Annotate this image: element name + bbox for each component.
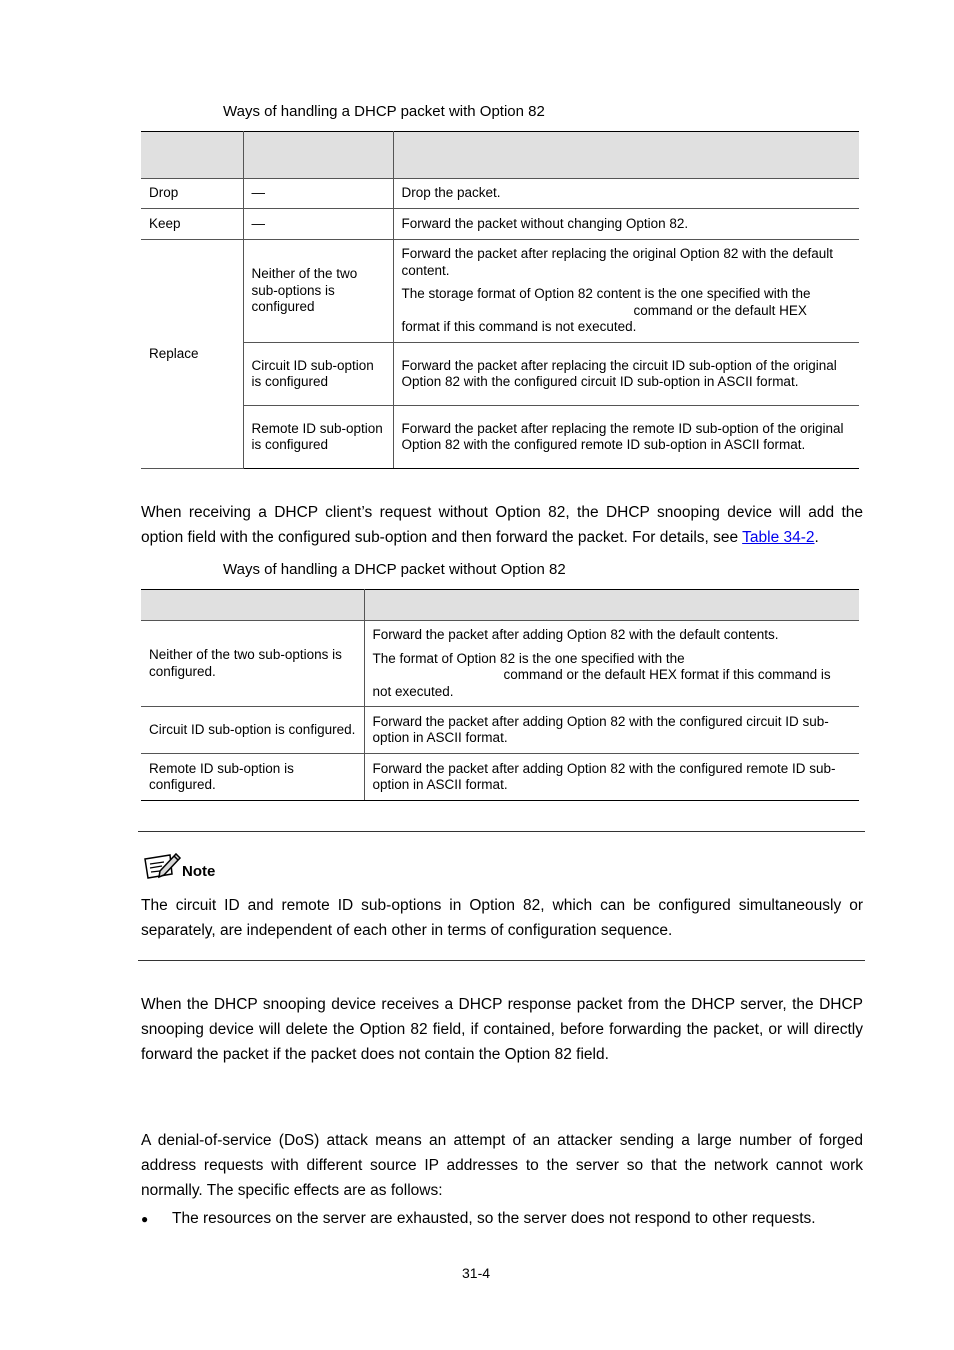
table-link[interactable]: Table 34-2: [742, 529, 815, 546]
strategy-cell: Keep: [141, 209, 243, 240]
padding-cell: Neither of the two sub-options is configured: [243, 240, 393, 343]
action-cell: Forward the packet after adding Option 82 with the configured circuit ID sub-option in ASCII format.: [364, 707, 859, 754]
table2-caption: Ways of handling a DHCP packet without Option 82: [223, 561, 566, 578]
note-text: The circuit ID and remote ID sub-options in Option 82, which can be configured simultaneously or separately, are independent of each other in terms of configuration sequence.: [141, 897, 863, 939]
table-row: [141, 754, 859, 801]
note-bottom-divider: [138, 960, 865, 961]
action-cell: Drop the packet.: [393, 179, 859, 209]
padding-cell: —: [243, 179, 393, 209]
table-row: [141, 343, 859, 406]
action-text: Forward the packet after replacing the original Option 82 with the default content.: [401, 246, 833, 278]
action-text: The format of Option 82 is the one specified with the command or the default HEX format if this command is not executed.: [372, 650, 831, 699]
strategy-cell: Replace: [141, 240, 243, 469]
table-option82-handling: [141, 131, 859, 469]
action-cell: Forward the packet without changing Option 82.: [393, 209, 859, 240]
table-row: [141, 707, 859, 754]
padding-cell: Remote ID sub-option is configured.: [141, 754, 364, 801]
padding-cell: Neither of the two sub-options is configured.: [141, 621, 364, 707]
bullet-dot-icon: ●: [141, 1212, 149, 1226]
table-row: [141, 621, 859, 707]
table-header-row: [141, 132, 859, 179]
action-cell: Forward the packet after replacing the remote ID sub-option of the original Option 82 with the configured remote ID sub-option in ASCII format.: [393, 406, 859, 469]
action-text: The storage format of Option 82 content is the one specified with the command or the default HEX format if this command is not executed.: [401, 286, 811, 335]
table1-caption: Ways of handling a DHCP packet with Option 82: [223, 103, 545, 120]
action-cell: [393, 240, 859, 343]
table-header-row: [141, 590, 859, 621]
paragraph-request-without-option82: When receiving a DHCP client’s request without Option 82, the DHCP snooping device will add the option field with the configured sub-option and then forward the packet. For details, see Table 34-2.: [141, 504, 863, 546]
table-row: [141, 240, 859, 343]
padding-cell: Circuit ID sub-option is configured.: [141, 707, 364, 754]
padding-cell: Circuit ID sub-option is configured: [243, 343, 393, 406]
note-top-divider: [138, 831, 865, 832]
table-row: [141, 209, 859, 240]
page-number: 31-4: [462, 1265, 491, 1281]
note-pencil-icon: [142, 850, 182, 882]
table-no-option82-handling: [141, 589, 859, 801]
action-text: Forward the packet after adding Option 82 with the default contents.: [372, 627, 779, 642]
table-row: [141, 406, 859, 469]
note-label: Note: [182, 863, 216, 880]
strategy-cell: Drop: [141, 179, 243, 209]
padding-cell: —: [243, 209, 393, 240]
paragraph-dos-attack: A denial-of-service (DoS) attack means an attempt of an attacker sending a large number of forged address requests with different source IP addresses to the server so that the network cannot work normally. The specific effects are as follows:: [141, 1132, 863, 1199]
action-cell: Forward the packet after replacing the circuit ID sub-option of the original Option 82 with the configured circuit ID sub-option in ASCII format.: [393, 343, 859, 406]
bullet-item: The resources on the server are exhausted, so the server does not respond to other requests.: [172, 1210, 816, 1227]
paragraph-response-packet: When the DHCP snooping device receives a DHCP response packet from the DHCP server, the DHCP snooping device will delete the Option 82 field, if contained, before forwarding the packet, or will directly forward the packet if the packet does not contain the Option 82 field.: [141, 996, 863, 1063]
table-row: [141, 179, 859, 209]
action-cell: [364, 621, 859, 707]
action-cell: Forward the packet after adding Option 82 with the configured remote ID sub-option in ASCII format.: [364, 754, 859, 801]
padding-cell: Remote ID sub-option is configured: [243, 406, 393, 469]
